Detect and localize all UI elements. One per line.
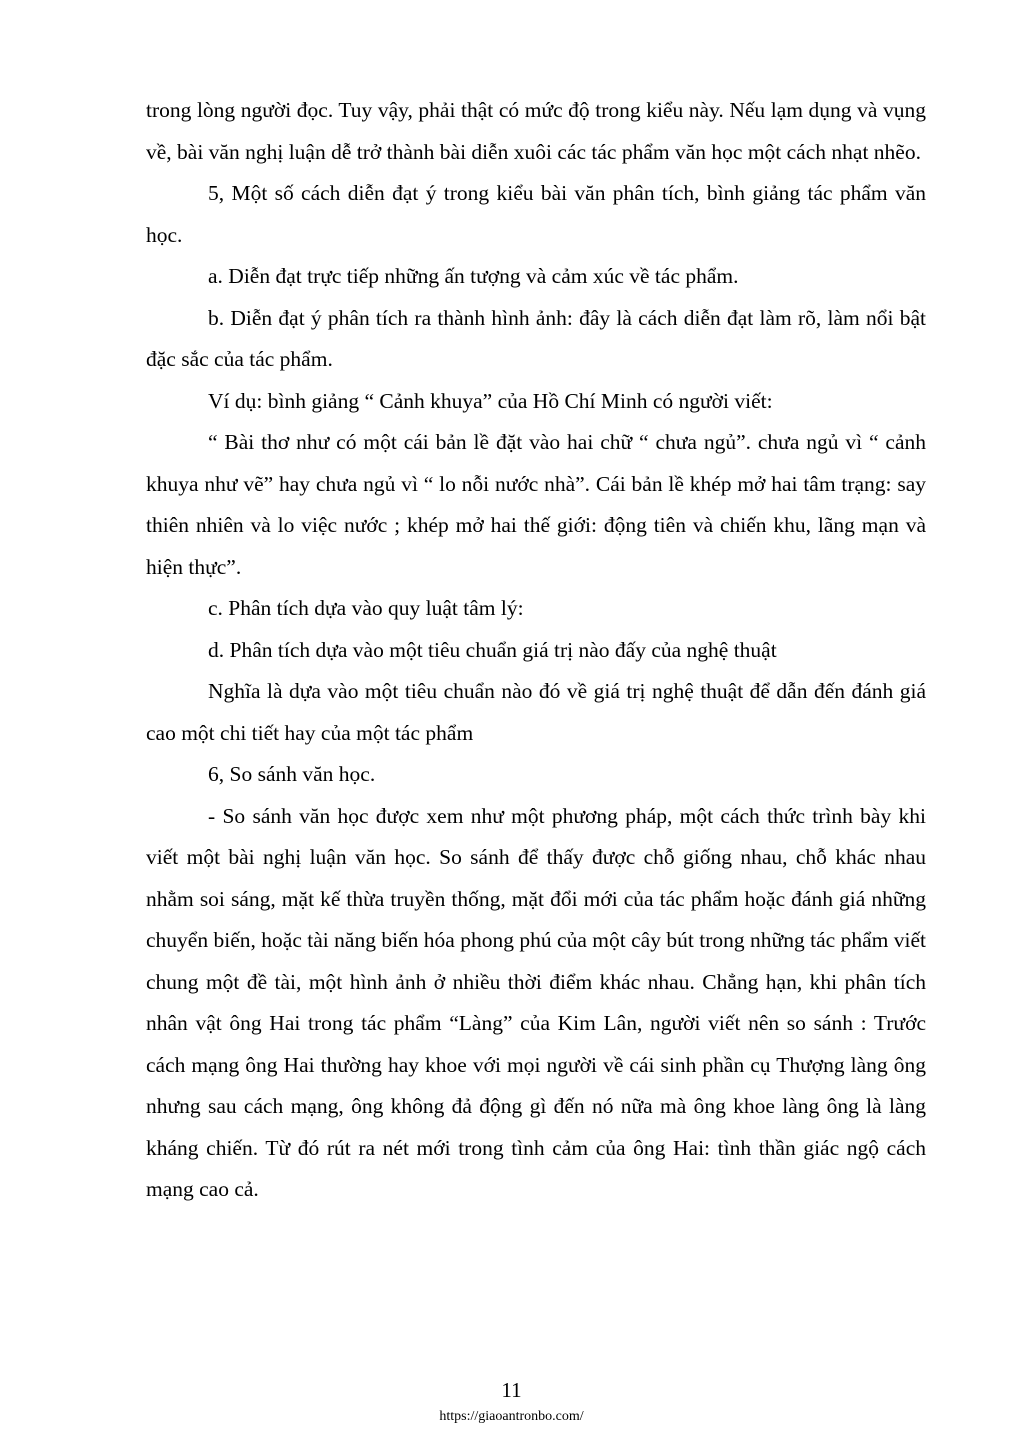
paragraph-example-quote: “ Bài thơ như có một cái bản lề đặt vào hai chữ “ chưa ngủ”. chưa ngủ vì “ cảnh khuya như vẽ” hay chưa ngủ vì “ lo nỗi nước nhà”. Cái bản lề khép mở hai tâm trạng: say thiên nhiên và lo việc nước ; khép mở hai thế giới: động tiên và chiến khu, lãng mạn và hiện thực”. [146, 430, 926, 579]
footer-url: https://giaoantronbo.com/ [439, 1409, 584, 1424]
paragraph-comparison-body: - So sánh văn học được xem như một phương pháp, một cách thức trình bày khi viết một bài nghị luận văn học. So sánh để thấy được chỗ giống nhau, chỗ khác nhau nhằm soi sáng, mặt kế thừa truyền thống, mặt đổi mới của tác phẩm hoặc đánh giá những chuyển biến, hoặc tài năng biến hóa phong phú của một cây bút trong những tác phẩm viết chung một đề tài, một hình ảnh ở nhiều thời điểm khác nhau. Chẳng hạn, khi phân tích nhân vật ông Hai trong tác phẩm “Làng” của Kim Lân, người viết nên so sánh : Trước cách mạng ông Hai thường hay khoe với mọi người về cái sinh phần cụ Thượng làng ông nhưng sau cách mạng, ông không đả động gì đến nó nữa mà ông khoe làng ông là làng kháng chiến. Từ đó rút ra nét mới trong tình cảm của ông Hai: tình thần giác ngộ cách mạng cao cả. [146, 803, 926, 1201]
paragraph-item-c: c. Phân tích dựa vào quy luật tâm lý: [208, 596, 524, 620]
paragraph-item-d-explanation: Nghĩa là dựa vào một tiêu chuẩn nào đó về giá trị nghệ thuật để dẫn đến đánh giá cao một chi tiết hay của một tác phẩm [146, 679, 926, 745]
page-number: 11 [501, 1378, 522, 1402]
paragraph-section-6-heading: 6, So sánh văn học. [208, 762, 376, 786]
paragraph-example-intro: Ví dụ: bình giảng “ Cảnh khuya” của Hồ Chí Minh có người viết: [208, 388, 773, 413]
paragraph-section-5-heading: 5, Một số cách diễn đạt ý trong kiểu bài văn phân tích, bình giảng tác phẩm văn học. [146, 181, 926, 247]
paragraph-continuation: trong lòng người đọc. Tuy vậy, phải thật có mức độ trong kiểu này. Nếu lạm dụng và vụng về, bài văn nghị luận dễ trở thành bài diễn xuôi các tác phẩm văn học một cách nhạt nhẽo. [146, 98, 926, 164]
paragraph-item-a: a. Diễn đạt trực tiếp những ấn tượng và cảm xúc về tác phẩm. [208, 264, 739, 288]
paragraph-item-d: d. Phân tích dựa vào một tiêu chuẩn giá trị nào đấy của nghệ thuật [208, 637, 777, 662]
document-body [146, 90, 926, 1211]
paragraph-item-b: b. Diễn đạt ý phân tích ra thành hình ảnh: đây là cách diễn đạt làm rõ, làm nổi bật đặc sắc của tác phẩm. [146, 305, 926, 371]
